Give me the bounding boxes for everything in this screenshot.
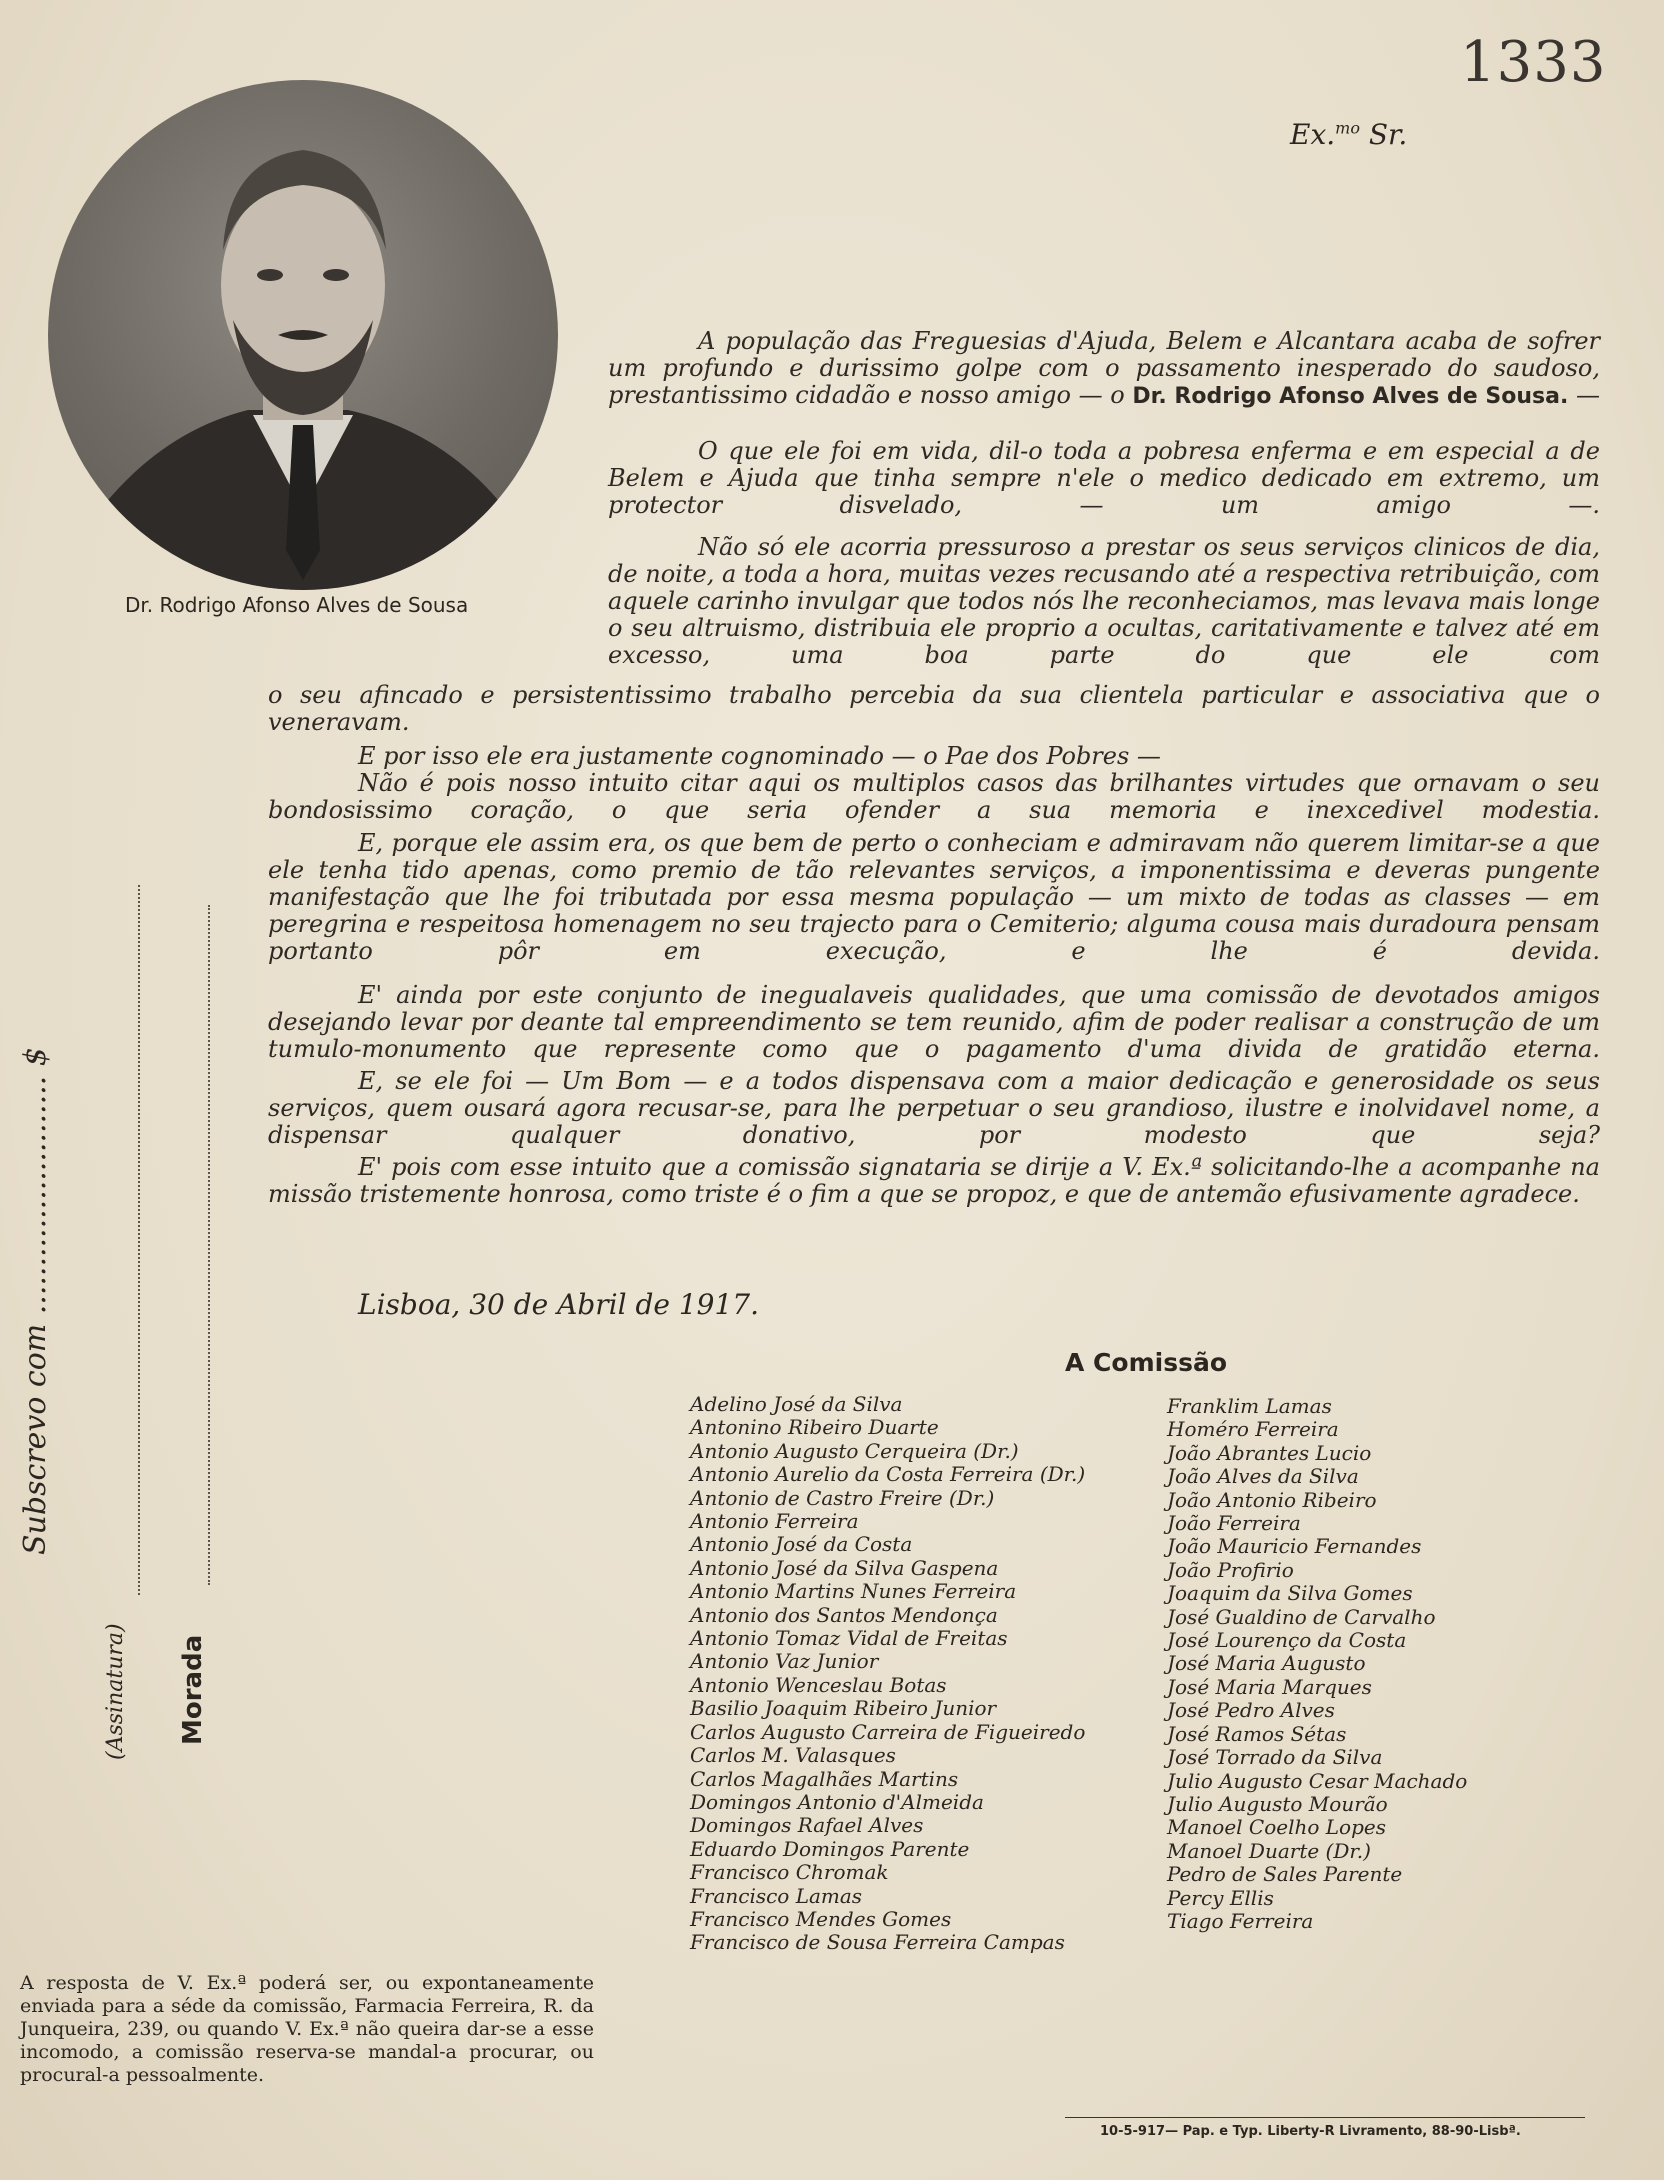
morada-label: Morada — [178, 1634, 208, 1745]
paragraph-7: E' ainda por este conjunto de inegualaveis qualidades, que uma comissão de devotados amigos desejando levar por deante tal empreendimento se tem reunido, afim de poder realisar a construção de um tumulo-monumento que represente como que o pagamento d'uma divida de gratidão eterna. — [268, 981, 1600, 1063]
committee-member: José Maria Augusto — [1167, 1651, 1366, 1676]
committee-member: Antonio Martins Nunes Ferreira — [690, 1579, 1017, 1604]
paragraph-3a: Não só ele acorria pressuroso a prestar os seus serviços clinicos de dia, de noite, a toda a hora, muitas vezes recusando até a respectiva retribuição, com aquele carinho invulgar que todos nós lhe reconheciamos, mas levava mais longe o seu altruismo, distribuia ele proprio a ocultas, caritativamente e talvez até em excesso, uma boa parte do que ele com — [608, 533, 1600, 669]
committee-member: José Gualdino de Carvalho — [1167, 1604, 1436, 1629]
committee-member: Joaquim da Silva Gomes — [1167, 1581, 1413, 1606]
paragraph-8: E, se ele foi — Um Bom — e a todos dispensava com a maior dedicação e generosidade os seus serviços, quem ousará agora recusar-se, para lhe perpetuar o seu grandioso, ilustre e inolvidavel nome, a dispensar qualquer donativo, por modesto que seja? — [268, 1067, 1600, 1149]
committee-member: João Abrantes Lucio — [1167, 1440, 1372, 1465]
committee-member: Carlos Augusto Carreira de Figueiredo — [690, 1719, 1086, 1744]
committee-member: Francisco Lamas — [690, 1883, 863, 1908]
committee-list-right — [1167, 1395, 1467, 1933]
committee-member: Antonio Wenceslau Botas — [690, 1672, 947, 1697]
signature-line[interactable] — [138, 885, 140, 1595]
salutation: Ex.$^{mo}$ Sr. — [1290, 118, 1408, 151]
committee-member: Antonio de Castro Freire (Dr.) — [690, 1485, 995, 1510]
committee-member: João Alves da Silva — [1167, 1464, 1359, 1489]
committee-member: José Maria Marques — [1167, 1674, 1372, 1699]
committee-member: Antonio Tomaz Vidal de Freitas — [690, 1626, 1008, 1651]
committee-member: Antonio Augusto Cerqueira (Dr.) — [690, 1438, 1019, 1463]
portrait-photo — [48, 80, 558, 590]
committee-member: Franklim Lamas — [1167, 1394, 1332, 1418]
paragraph-4: E por isso ele era justamente cognominado — o Pae dos Pobres — — [358, 742, 1161, 770]
paragraph-9: E' pois com esse intuito que a comissão signataria se dirije a V. Ex.ª solicitando-lhe a acompanhe na missão tristemente honrosa, como triste é o fim a que se propoz, e que de antemão efusivamente agradece. — [268, 1153, 1600, 1208]
committee-member: Manoel Duarte (Dr.) — [1167, 1838, 1371, 1863]
committee-member: Homéro Ferreira — [1167, 1417, 1339, 1442]
committee-member: Tiago Ferreira — [1167, 1908, 1314, 1933]
portrait-illustration — [48, 80, 558, 590]
committee-member: Julio Augusto Mourão — [1167, 1791, 1388, 1816]
assinatura-label: (Assinatura) — [103, 1623, 128, 1760]
honoree-name: Dr. Rodrigo Afonso Alves de Sousa. — [1132, 384, 1569, 409]
committee-member: Manoel Coelho Lopes — [1167, 1815, 1386, 1840]
printer-rule — [1065, 2117, 1585, 2118]
committee-member: João Ferreira — [1167, 1511, 1301, 1536]
paragraph-6: E, porque ele assim era, os que bem de perto o conheciam e admiravam não querem limitar-se a que ele tenha tido apenas, como premio de tão relevantes serviços, a imponentissima e deveras pungente manifestação que lhe foi tributada por essa mesma população — um mixto de todas as classes — em peregrina e respeitosa homenagem no seu trajecto para o Cemiterio; alguma cousa mais duradoura pensam portanto pôr em execução, e lhe é devida. — [268, 829, 1600, 965]
committee-member: José Lourenço da Costa — [1167, 1628, 1407, 1653]
committee-member: Antonio dos Santos Mendonça — [690, 1602, 998, 1627]
paragraph-5: Não é pois nosso intuito citar aqui os multiplos casos das brilhantes virtudes que ornavam o seu bondosissimo coração, o que seria ofender a sua memoria e inexcedivel modestia. — [268, 769, 1600, 824]
committee-member: João Mauricio Fernandes — [1167, 1534, 1422, 1559]
document-number: 1333 — [1460, 30, 1607, 95]
committee-member: Adelino José da Silva — [690, 1392, 903, 1416]
committee-member: João Profirio — [1167, 1557, 1294, 1582]
committee-member: Carlos M. Valasques — [690, 1743, 896, 1768]
committee-member: Eduardo Domingos Parente — [690, 1836, 970, 1861]
paragraph-2: O que ele foi em vida, dil-o toda a pobresa enferma e em especial a de Belem e Ajuda que tinha sempre n'ele o medico dedicado em extremo, um protector disvelado, — um amigo —. — [608, 437, 1600, 519]
committee-member: Julio Augusto Cesar Machado — [1167, 1768, 1468, 1793]
committee-member: Carlos Magalhães Martins — [690, 1766, 959, 1791]
committee-member: Francisco de Sousa Ferreira Campas — [690, 1930, 1065, 1955]
committee-member: Domingos Antonio d'Almeida — [690, 1789, 984, 1814]
committee-list-left — [690, 1393, 1085, 1955]
portrait-caption: Dr. Rodrigo Afonso Alves de Sousa — [125, 593, 469, 617]
paragraph-1: A população das Freguesias d'Ajuda, Belem e Alcantara acaba de sofrer um profundo e durissimo golpe com o passamento inesperado do saudoso, prestantissimo cidadão e nosso amigo — o Dr. Rodrigo Afonso Alves de Sousa. — — [608, 327, 1600, 409]
paragraph-3b: o seu afincado e persistentissimo trabalho percebia da sua clientela particular e associativa que o veneravam. — [268, 681, 1600, 736]
committee-member: Pedro de Sales Parente — [1167, 1862, 1403, 1887]
subscrevo-label: Subscrevo com ......................... $ — [18, 1047, 53, 1555]
committee-member: José Torrado da Silva — [1167, 1745, 1383, 1770]
reply-note: A resposta de V. Ex.ª poderá ser, ou expontaneamente enviada para a séde da comissão, Farmacia Ferreira, R. da Junqueira, 239, ou quando V. Ex.ª não queira dar-se a esse incomodo, a comissão reserva-se mandal-a procurar, ou procural-a pessoalmente. — [20, 1972, 594, 2086]
address-line[interactable] — [208, 905, 210, 1585]
committee-member: João Antonio Ribeiro — [1167, 1487, 1377, 1512]
committee-member: Antonio José da Silva Gaspena — [690, 1555, 999, 1580]
committee-member: Domingos Rafael Alves — [690, 1813, 924, 1838]
committee-title: A Comissão — [1065, 1348, 1227, 1377]
committee-member: Antonio Ferreira — [690, 1509, 859, 1534]
committee-member: José Pedro Alves — [1167, 1698, 1335, 1723]
committee-member: Francisco Mendes Gomes — [690, 1906, 952, 1931]
committee-member: José Ramos Sétas — [1167, 1721, 1347, 1746]
committee-member: Basilio Joaquim Ribeiro Junior — [690, 1696, 997, 1721]
committee-member: Antonio Vaz Junior — [690, 1649, 879, 1674]
committee-member: Francisco Chromak — [690, 1860, 889, 1885]
committee-member: Antonino Ribeiro Duarte — [690, 1415, 939, 1440]
printer-imprint: 10-5-917— Pap. e Typ. Liberty-R Livramento, 88-90-Lisbª. — [1100, 2124, 1521, 2139]
committee-member: Percy Ellis — [1167, 1885, 1274, 1910]
committee-member: Antonio José da Costa — [690, 1532, 913, 1557]
committee-member: Antonio Aurelio da Costa Ferreira (Dr.) — [690, 1462, 1086, 1487]
date-line: Lisboa, 30 de Abril de 1917. — [358, 1288, 760, 1321]
